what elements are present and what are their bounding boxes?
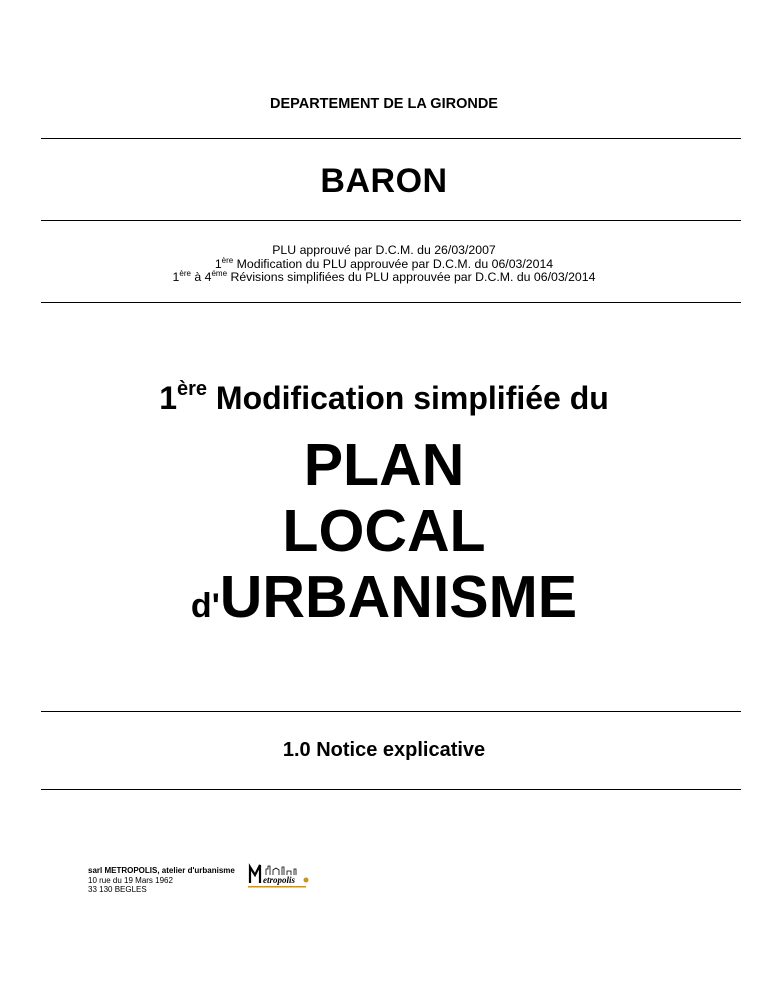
office-address-line-1: 10 rue du 19 Mars 1962 (88, 875, 173, 885)
history-line-1: PLU approuvé par D.C.M. du 26/03/2007 (272, 243, 496, 257)
office-name: sarl METROPOLIS, atelier d'urbanisme (88, 866, 235, 875)
history-line-3: 1ère à $4^{éme}$ Révisions simplifiées du PLU approuvée par D.C.M. du 06/03/2014 (172, 269, 596, 284)
title-plan: PLAN (303, 432, 465, 498)
modification-title: 1ère Modification simplifiée du (159, 378, 609, 416)
divider (41, 789, 741, 790)
commune-title: BARON (320, 162, 448, 200)
divider (41, 138, 741, 139)
approval-history (0, 244, 768, 285)
title-urbanisme: d'URBANISME (190, 564, 578, 630)
department-heading: DEPARTEMENT DE LA GIRONDE (270, 96, 498, 112)
divider (41, 302, 741, 303)
office-address-line-2: 33 130 BEGLES (88, 885, 147, 894)
metropolis-logo (246, 861, 310, 891)
title-local: LOCAL (282, 498, 486, 564)
document-subtitle: 1.0 Notice explicative (282, 739, 486, 761)
divider (41, 220, 741, 221)
divider (41, 711, 741, 712)
history-line-2: 1ère Modification du PLU approuvée par D.C.M. du 06/03/2014 (214, 255, 554, 271)
logo-lettering: etropolis (263, 875, 296, 885)
office-address (88, 866, 235, 895)
